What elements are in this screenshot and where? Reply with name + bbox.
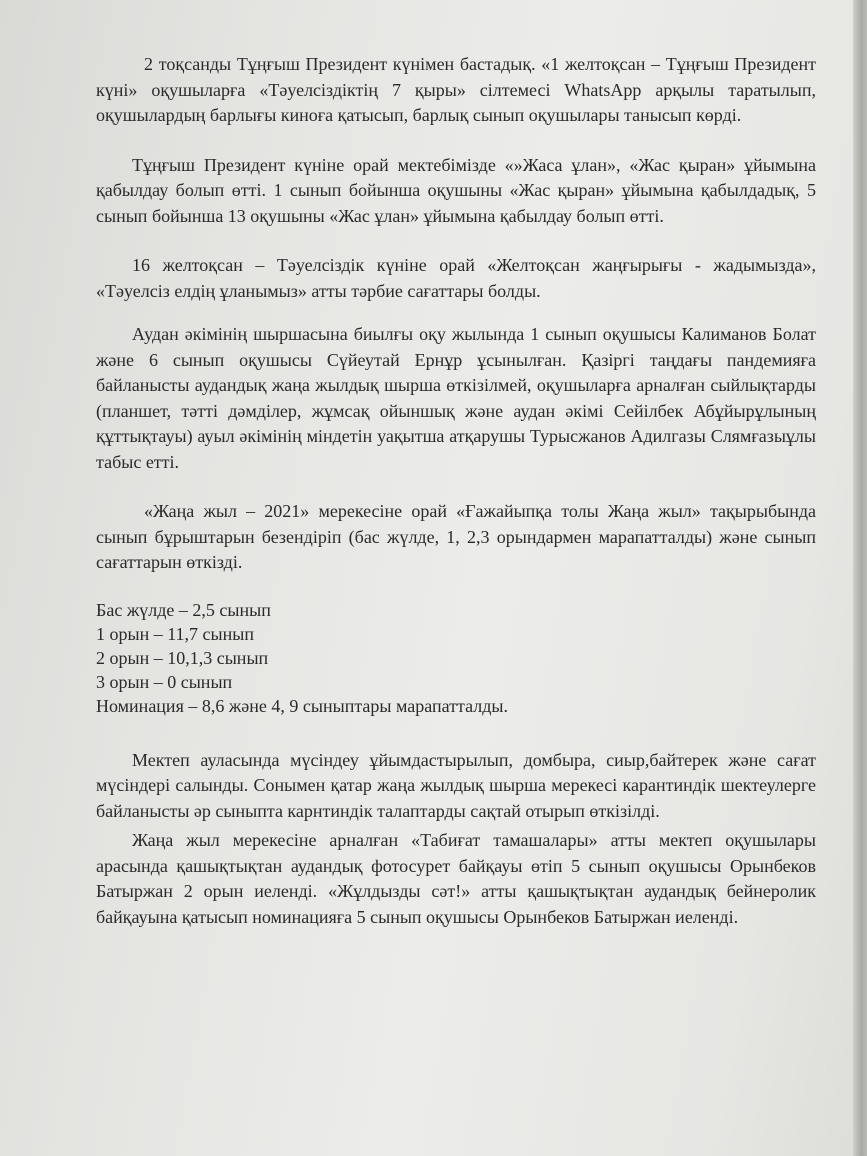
awards-list [96,598,816,718]
paragraph-photo-contest: Жаңа жыл мерекесіне арналған «Табиғат тамашалары» атты мектеп оқушылары арасында қашықтықтан аудандық фотосурет байқауы өтіп 5 сынып оқушысы Орынбеков Батыржан 2 орын иеленді. «Жұлдызды сәт!» атты қашықтықтан аудандық бейнеролик байқауына қатысып номинацияға 5 сынып оқушысы Орынбеков Батыржан иеленді. [96,830,816,927]
award-item-first-place: 1 орын – 11,7 сынып [96,623,255,644]
paragraph-akim-tree: Аудан әкімінің шыршасына биылғы оқу жылында 1 сынып оқушысы Калиманов Болат және 6 сынып оқушысы Сүйеутай Ернұр ұсынылған. Қазіргі таңдағы пандемияға байланысты аудандық жаңа жылдық шырша өткізілмей, оқушыларға арналған сыйлықтарды (планшет, тәтті дәмділер, жұмсақ ойыншық және аудан әкімі Сейілбек Абұйырұлының құттықтауы) ауыл әкімінің міндетін уақытша атқарушы Турысжанов Адилгазы Слямғазыұлы табыс етті. [96,324,816,472]
page-edge-shadow [853,0,867,1156]
paragraph-new-year: «Жаңа жыл – 2021» мерекесіне орай «Ғажайыпқа толы Жаңа жыл» тақырыбында сынып бұрыштарын безендіріп (бас жүлде, 1, 2,3 орындармен марапатталды) және сынып сағаттарын өткізді. [96,501,816,572]
paragraph-independence-day: 16 желтоқсан – Тәуелсіздік күніне орай «Желтоқсан жаңғырығы - жадымызда», «Тәуелсіз елдің ұланымыз» атты тәрбие сағаттары болды. [96,255,816,301]
paragraph-youth-organization: Тұңғыш Президент күніне орай мектебімізде «»Жаса ұлан», «Жас қыран» ұйымына қабылдау болып өтті. 1 сынып бойынша оқушыны «Жас қыран» ұйымына қабылдадық, 5 сынып бойынша 13 оқушыны «Жас ұлан» ұйымына қабылдау болып өтті. [96,154,816,226]
award-item-grand-prix: Бас жүлде – 2,5 сынып [96,599,271,620]
award-item-nomination: Номинация – 8,6 және 4, 9 сыныптары марапатталды. [96,695,509,716]
award-item-third-place: 3 орын – 0 сынып [96,671,233,692]
document-page [96,52,816,930]
paragraph-sculpture: Мектеп ауласында мүсіндеу ұйымдастырылып, домбыра, сиыр,байтерек және сағат мүсіндері салынды. Сонымен қатар жаңа жылдық шырша мерекесі карантиндік шектеулерге байланысты әр сыныпта карнтиндік талаптарды сақтай отырып өткізілді. [96,749,816,821]
award-item-second-place: 2 орын – 10,1,3 сынып [96,647,269,668]
paragraph-president-day: 2 тоқсанды Тұңғыш Президент күнімен бастадық. «1 желтоқсан – Тұңғыш Президент күні» оқушыларға «Тәуелсіздіктің 7 қыры» сілтемесі WhatsApp арқылы таратылып, оқушылардың барлығы киноға қатысып, барлық сынып оқушылары танысып көрді. [96,54,816,125]
